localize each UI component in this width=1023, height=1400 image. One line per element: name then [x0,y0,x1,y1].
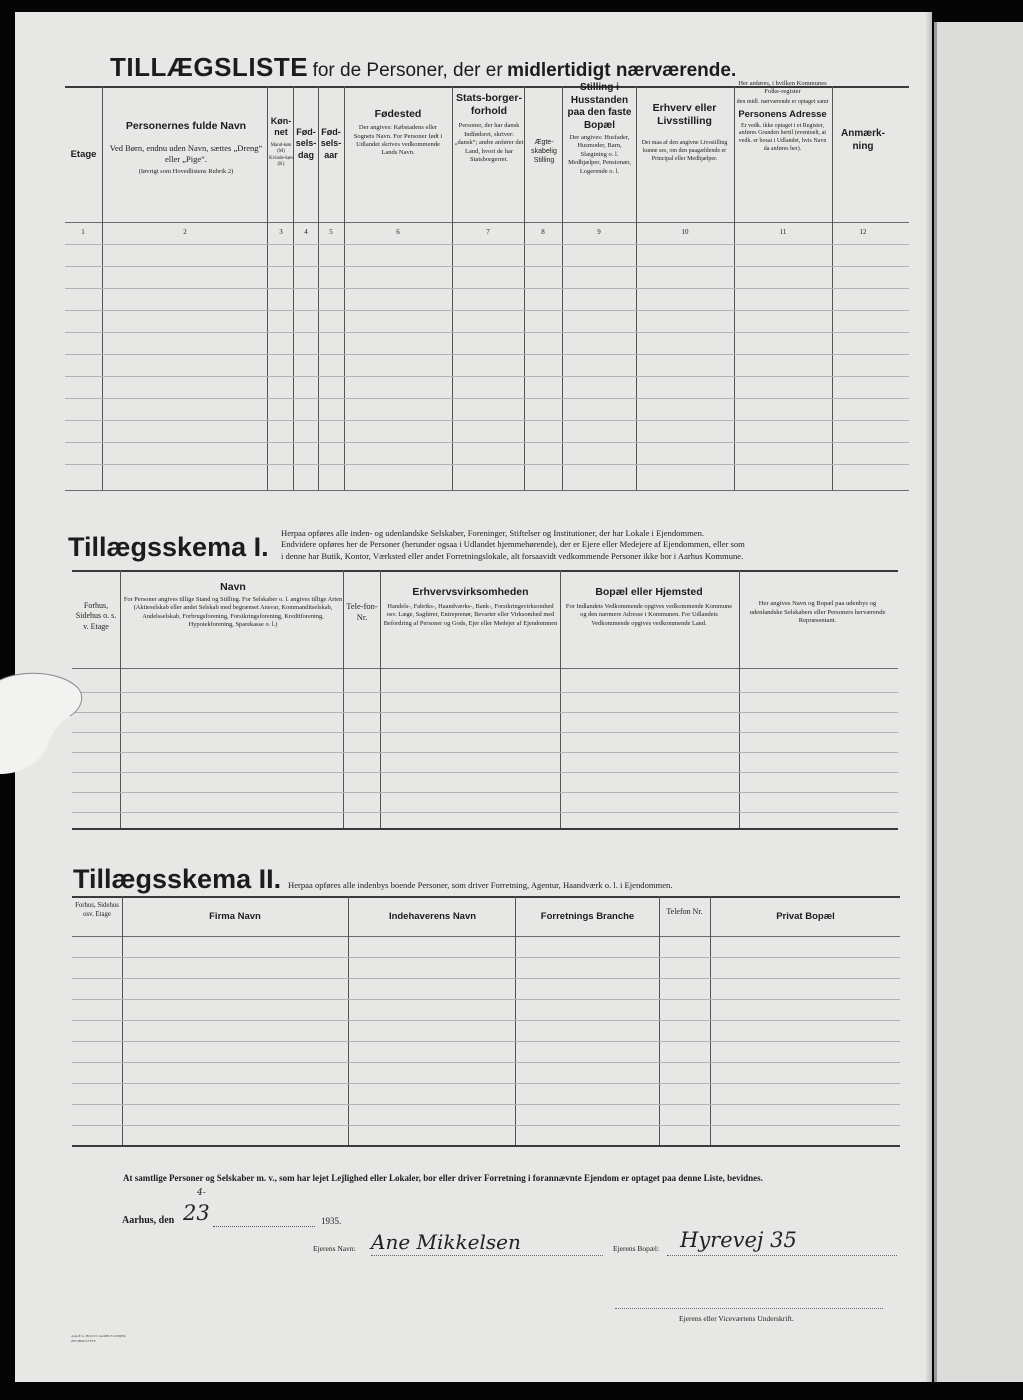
main-title-big: TILLÆGSLISTE [110,52,309,82]
col-aegte-title: Ægte-skabelig Stilling [531,139,557,165]
table-column-divider [560,570,561,828]
col-number: 7 [486,228,490,236]
col-stilling-sub: Der angives: Husfader, Husmoder, Barn, Slægtning o. l. Medhjælper, Pensionær, Logerende o. l. [568,134,631,175]
footer-day: 23 [183,1201,210,1225]
footer-year: 1935. [321,1216,342,1226]
s2-col-branche: Forretnings Branche [540,911,635,922]
printer-mark: AAGE G. HOLST, AARHUS UNDER ZECHERS EFTF. [71,1334,126,1343]
col-erhverv-title: Erhverv eller Livsstilling [652,102,717,128]
col-fodested-sub: Der angives: Købstadens eller Sognets Navn. For Personer født i Udlandet skrives vedkommende Lands Navn. [353,124,443,157]
skema2-intro: Herpaa opføres alle indenbys boende Personer, som driver Forretning, Agentur, Haandværk o. l. i Ejendommen. [288,880,673,890]
col-stats-sub: Personer, der har dansk Indfødsret, skriver: „dansk“; andre anfører det Land, hvori de har Statsborgerret. [454,122,524,163]
table-column-divider [380,570,381,828]
table-row-line [72,732,898,733]
table-row-line [65,354,909,355]
s1-col-navn-header [123,581,343,629]
col-erhverv-header [638,102,731,164]
col-stats-title: Stats-borger-forhold [456,92,522,118]
clip-shape [0,670,90,780]
col-adresse-title: Personens Adresse [738,108,827,120]
s2-col-bopael: Privat Bopæl [776,911,835,922]
s1-col-navn-sub: For Personer angives tillige Stand og Stilling. For Selskaber o. l. angives tillige Arten (Aktieselskab eller andet Selskab med begrænset Ansvar, Kommanditselskab, Andelsselskab, Forbrugsforening, Forsikringsforening, Kreditforening, Hypotekforening, Sparekasse o. l.) [123,596,343,629]
table-row-line [72,692,898,693]
col-kon-title: Køn-net [270,116,292,138]
table-row-line [72,1125,900,1126]
col-number: 10 [681,228,689,236]
table-row-line [65,332,909,333]
col-anmaerkning-title: Anmærk-ning [841,128,885,152]
col-kon-sub: Mand-køn (M) Kvinde-køn (K) [269,142,293,167]
s1-col-erhverv: Erhvervsvirksomheden [412,586,529,598]
form-page [15,12,932,1382]
footer-place: Aarhus, den [122,1215,175,1226]
s1-col-bopael: Bopæl eller Hjemsted [595,586,703,598]
col-number: 9 [597,228,601,236]
main-title [110,52,930,83]
footer-owner-address-label: Ejerens Bopæl: [613,1244,660,1253]
footer-day-note: 4- [197,1188,206,1198]
table-column-divider [343,570,344,828]
col-stilling-header [564,82,635,176]
skema1-intro-line: Endvidere opføres her de Personer (herunder ogsaa i Udlandet hjemmehørende), der er Ejere eller Medejere af Ejendommen, eller som [281,539,745,550]
table-row-line [72,1083,900,1084]
s1-col-etage: Forhus, Sidehus o. s. v. Etage [75,601,117,631]
table-row-line [65,288,909,289]
main-title-mid: for de Personer, der er [312,60,503,81]
adjacent-page [934,22,1023,1382]
col-adresse-sub: Er vedk. ikke optaget i et Register, anføres Grunden hertil (eventuelt, at vedk. er bosat i Udlandet, hvis Navn da anføres her). [738,122,827,152]
skema1-title: Tillægsskema I. [68,532,269,562]
table-row-line [72,1020,900,1021]
table-row-line [72,1062,900,1063]
table-row-line [65,398,909,399]
col-stats-header [454,92,524,164]
col-kon-header [269,116,293,169]
table-row-line [72,792,898,793]
table-row-line [65,376,909,377]
col-number: 5 [329,228,333,236]
footer-owner-name: Ane Mikkelsen [371,1230,521,1254]
col-fodested-title: Fødested [374,108,422,120]
table-row-line [72,957,900,958]
footer-owner-name-label: Ejerens Navn: [313,1244,356,1253]
skema1-intro [281,528,901,562]
table-row-line [72,1041,900,1042]
col-name-title: Personernes fulde Navn [125,120,247,132]
s1-col-repr: Her angives Navn og Bopæl paa udenbys og udenlandske Selskabers eller Personers herværende Repræsentant. [749,600,886,625]
col-number: 2 [183,228,187,236]
s1-col-bopael-sub: For Indlandets Vedkommende opgives vedkommende Kommune og den nærmere Adresse i Kommunen. For Udlandets Vedkommende opgives vedkommende Land. [565,603,733,627]
skema1-intro-line: Herpaa opføres alle inden- og udenlandske Selskaber, Foreninger, Stiftelser og Institutioner, der har Lokale i Ejendommen. [281,528,705,538]
table-row-line [72,978,900,979]
s1-col-telefon: Tele-fon-Nr. [346,601,378,623]
table-row-line [72,752,898,753]
s2-col-telefon: Telefon Nr. [666,907,703,916]
table-row-line [65,464,909,465]
col-number: 6 [396,228,400,236]
s1-col-navn: Navn [220,581,246,593]
col-number: 3 [279,228,283,236]
table-row-line [65,266,909,267]
skema2-title: Tillægsskema II. [73,864,282,894]
col-adresse-header [736,80,829,154]
footer-owner-address: Hyrevej 35 [680,1228,797,1252]
col-number: 1 [81,228,85,236]
footer-signature-label: Ejerens eller Viceværtens Underskrift. [679,1314,794,1323]
table-row-line [72,999,900,1000]
table-row-line [65,420,909,421]
col-fodested-header [348,108,448,158]
col-fodselsdag-title: Fød-sels-dag [295,127,317,160]
col-stilling-title: Stilling i Husstanden paa den faste Bopæl [567,82,632,131]
table-row-line [72,812,898,813]
col-number: 4 [304,228,308,236]
table-row-line [72,1104,900,1105]
table-row-line [72,772,898,773]
footer-statement: At samtlige Personer og Selskaber m. v., som har lejet Lejlighed eller Lokaler, bor eller driver Forretning i forannævnte Ejendom er optaget paa denne Liste, bevidnes. [123,1173,763,1183]
page-edge-shadow [925,12,932,1382]
s2-col-firma: Firma Navn [209,911,261,922]
s2-col-etage: Forhus, Sidehus osv. Etage [75,902,119,918]
table-row-line [65,442,909,443]
table-column-divider [120,570,121,828]
s1-col-bopael-header [563,586,735,628]
col-number: 11 [779,228,787,236]
col-name-sub: Ved Børn, endnu uden Navn, sættes „Dreng“ eller „Pige“. [109,143,263,165]
skema1-intro-line: i denne har Butik, Kontor, Værksted eller andet Forretningslokale, alt forsaavidt vedkommende Personer ikke bor i Aarhus Kommune. [281,550,744,561]
s1-col-erhverv-header [383,586,558,628]
col-name-header [105,120,267,177]
col-erhverv-sub: Det maa af den angivne Livsstilling kunne ses, om den paagældende er Principal eller Medhjælper. [641,140,728,162]
s1-col-erhverv-sub: Handels-, Fabriks-, Haandværks-, Bank-, Forsikringsvirksomhed osv. Læge, Sagfører, Entreprenør, Bevarter eller Virksomhed med Befordring af Personer og Gods, Ejer eller Medejer af Ejendommen [383,603,558,627]
main-title-bold: midlertidigt nærværende. [507,60,737,81]
table-row-line [65,244,909,245]
s2-col-indehaver: Indehaverens Navn [388,911,477,922]
col-number: 8 [541,228,545,236]
col-adresse-pre2: den midl. nærværende er optaget samt [736,98,829,105]
table-row-line [65,310,909,311]
col-etage-title: Etage [70,149,97,160]
table-column-divider [739,570,740,828]
col-name-sub2: (Iøvrigt som Hovedlistens Rubrik 2) [138,168,234,176]
col-fodselsaar-title: Fød-sels-aar [320,127,342,160]
col-adresse-pre: Her anføres, i hvilken Kommunes Folke-register [738,80,827,96]
table-row-line [72,712,898,713]
col-number: 12 [859,228,867,236]
